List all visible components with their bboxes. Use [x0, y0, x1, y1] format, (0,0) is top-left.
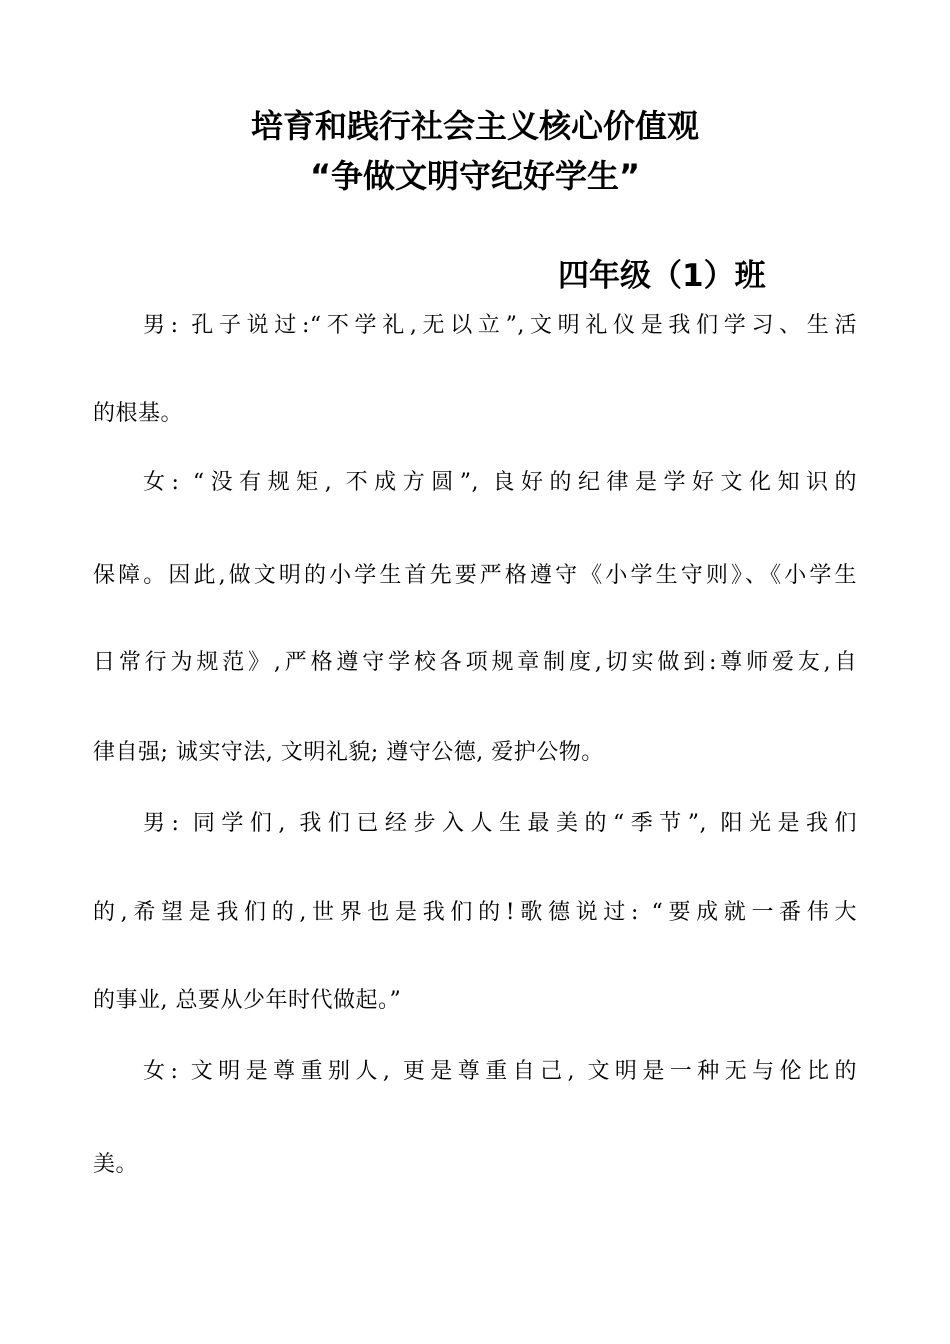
paragraph-line: 日常行为规范》,严格遵守学校各项规章制度,切实做到:尊师爱友,自	[93, 650, 857, 675]
paragraph-line: 律自强; 诚实守法, 文明礼貌; 遵守公德, 爱护公物。	[93, 740, 604, 765]
document-title: 培育和践行社会主义核心价值观	[250, 107, 699, 145]
paragraph-line: 的根基。	[93, 401, 184, 426]
document-subtitle: “争做文明守纪好学生”	[309, 157, 641, 195]
paragraph-line: 男: 孔子说过:“不学礼,无以立”,文明礼仪是我们学习、生活	[143, 313, 857, 338]
paragraph-line: 女: “没有规矩, 不成方圆”, 良好的纪律是学好文化知识的	[143, 470, 857, 495]
paragraph-line: 女: 文明是尊重别人, 更是尊重自己, 文明是一种无与伦比的	[143, 1059, 857, 1084]
paragraph-line: 的,希望是我们的,世界也是我们的!歌德说过: “要成就一番伟大	[93, 900, 857, 925]
class-name: 四年级（1）班	[558, 258, 766, 294]
paragraph-line: 的事业, 总要从少年时代做起。”	[93, 988, 402, 1013]
paragraph-line: 男: 同学们, 我们已经步入人生最美的“季节”, 阳光是我们	[143, 811, 857, 836]
paragraph-line: 保障。因此,做文明的小学生首先要严格遵守《小学生守则》、《小学生	[93, 563, 857, 588]
paragraph-line: 美。	[93, 1152, 139, 1177]
